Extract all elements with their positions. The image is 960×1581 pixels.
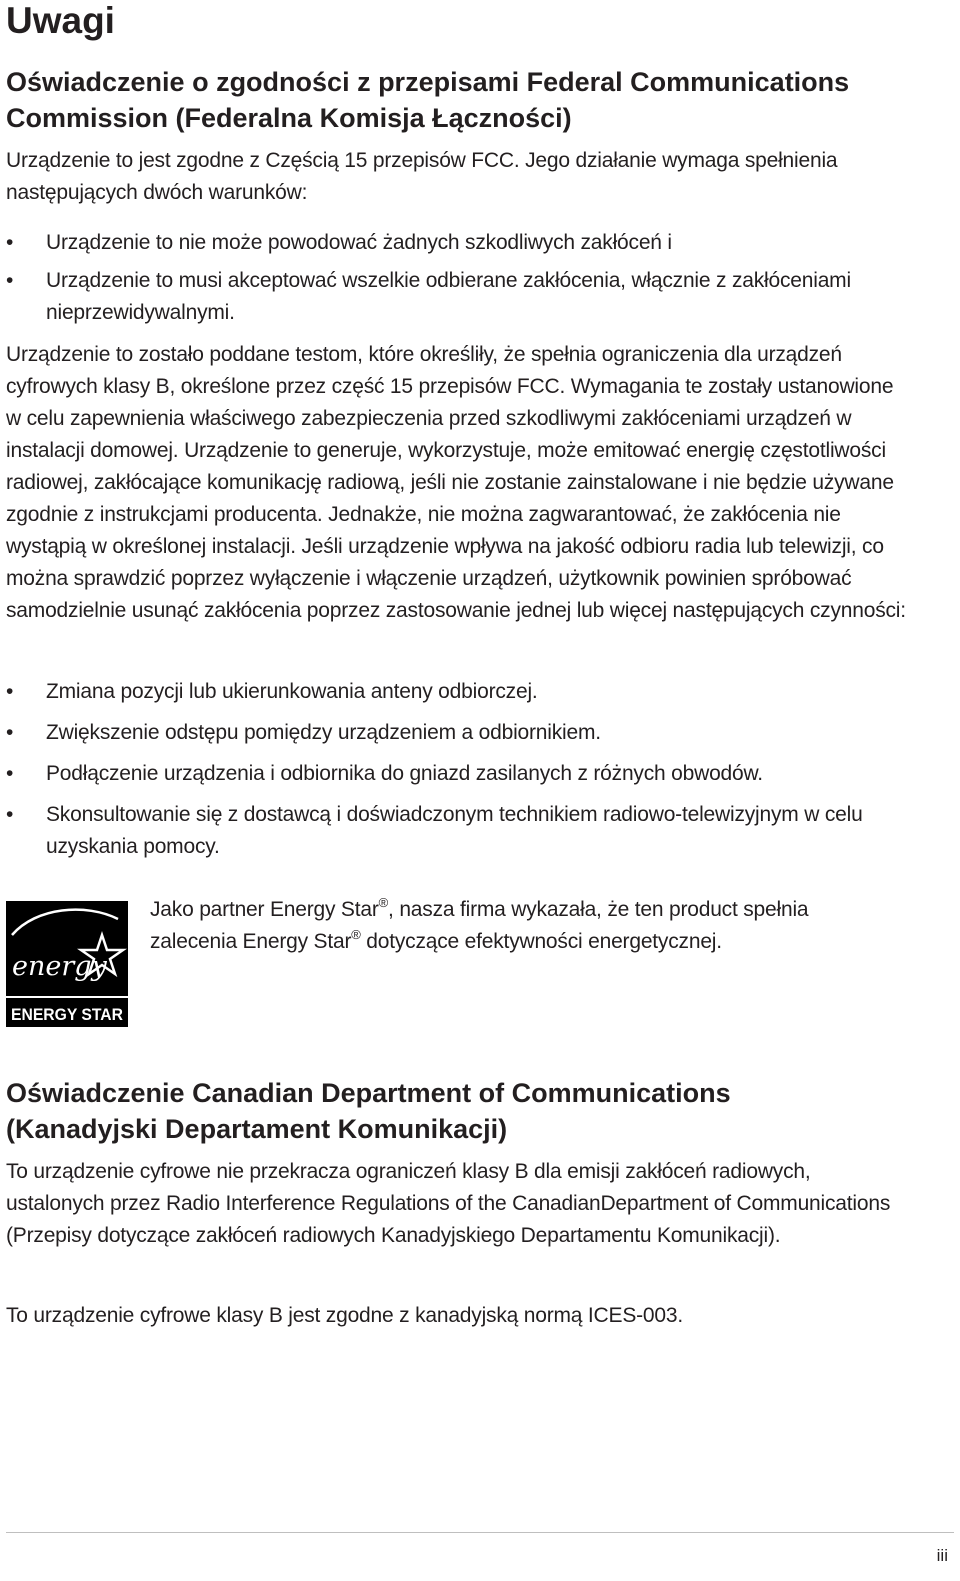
bullet-icon: • [6,762,14,785]
energy-star-statement [150,894,910,958]
page-title: Uwagi [6,0,115,41]
canada-para-2: To urządzenie cyfrowe klasy B jest zgodne z kanadyjską normą ICES-003. [6,1304,684,1327]
list-item-text: Skonsultowanie się z dostawcą i doświadczonym technikiem radiowo-telewizyjnym w celu uzyskania pomocy. [46,803,863,858]
logo-wordmark: ENERGY STAR [11,1005,123,1024]
fcc-measures-list [0,676,900,863]
fcc-conditions-list [0,227,900,329]
list-item-text: Zwiększenie odstępu pomiędzy urządzeniem a odbiornikiem. [46,721,601,744]
list-item [0,799,900,863]
list-item [0,227,900,259]
fcc-intro: Urządzenie to jest zgodne z Częścią 15 przepisów FCC. Jego działanie wymaga spełnienia następujących dwóch warunków: [6,149,838,204]
energy-line2-a: zalecenia Energy Star [150,930,352,953]
energy-line1-b: , nasza firma wykazała, że ten product spełnia [388,898,809,921]
list-item-text: Zmiana pozycji lub ukierunkowania anteny odbiorczej. [46,680,538,703]
energy-star-logo [6,901,128,1027]
page-number: iii [936,1546,948,1565]
bullet-icon: • [6,269,14,292]
bullet-icon: • [6,680,14,703]
footer-divider [6,1532,954,1533]
logo-script-text: energy [12,951,107,982]
energy-star-logo-graphic [6,901,128,1027]
fcc-body: Urządzenie to zostało poddane testom, które określiły, że spełnia ograniczenia dla urządzeń cyfrowych klasy B, określone przez część 15 przepisów FCC. Wymagania te zostały ustanowione w celu zapewnienia właściwego zabezpieczenia przed szkodliwymi zakłóceniami urządzeń w instalacji domowej. Urządzenie to generuje, wykorzystuje, może emitować energię częstotliwości radiowej, zakłócające komunikację radiową, jeśli nie zostanie zainstalowane i nie będzie używane zgodnie z instrukcjami producenta. Jednakże, nie można zagwarantować, że zakłócenia nie wystąpią w określonej instalacji. Jeśli urządzenie wpływa na jakość odbioru radia lub telewizji, co można sprawdzić poprzez wyłączenie i włączenie urządzeń, użytkownik powinien spróbować samodzielnie usunąć zakłócenia poprzez zastosowanie jednej lub więcej następujących czynności: [6,343,906,622]
list-item [0,265,900,329]
energy-line2-b: dotyczące efektywności energetycznej. [360,930,722,953]
list-item-text: Urządzenie to nie może powodować żadnych szkodliwych zakłóceń i [46,231,672,254]
bullet-icon: • [6,803,14,826]
registered-mark: ® [351,927,361,942]
energy-line1-a: Jako partner Energy Star [150,898,379,921]
list-item [0,717,900,749]
list-item [0,758,900,790]
list-item [0,676,900,708]
list-item-text: Urządzenie to musi akceptować wszelkie odbierane zakłócenia, włącznie z zakłóceniami nieprzewidywalnymi. [46,269,851,324]
fcc-heading: Oświadczenie o zgodności z przepisami Federal Communications Commission (Federalna Komisja Łączności) [6,67,850,133]
canada-para-1: To urządzenie cyfrowe nie przekracza ograniczeń klasy B dla emisji zakłóceń radiowych, ustalonych przez Radio Interference Regulations of the CanadianDepartment of Communications (Przepisy dotyczące zakłóceń radiowych Kanadyjskiego Departamentu Komunikacji). [6,1160,891,1247]
bullet-icon: • [6,721,14,744]
canada-heading: Oświadczenie Canadian Department of Communications (Kanadyjski Departament Komunikacji) [6,1078,731,1144]
bullet-icon: • [6,231,14,254]
list-item-text: Podłączenie urządzenia i odbiornika do gniazd zasilanych z różnych obwodów. [46,762,763,785]
registered-mark: ® [378,895,389,910]
